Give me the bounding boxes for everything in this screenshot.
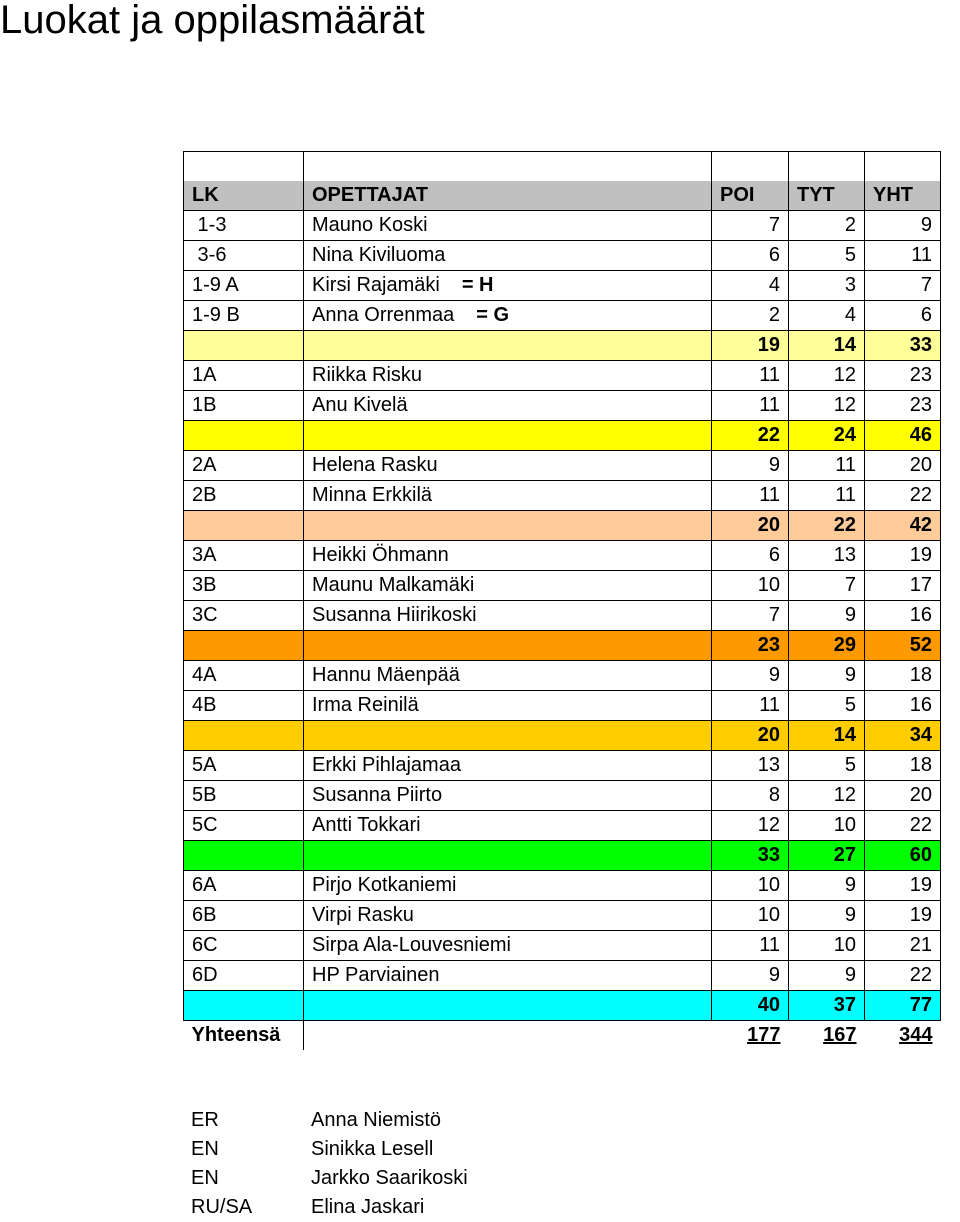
cell-tyt: 7 (789, 570, 865, 600)
cell-lk: 1B (184, 390, 304, 420)
cell-poi: 11 (712, 360, 789, 390)
cell-poi: 6 (712, 540, 789, 570)
teacher-name: Anna Orrenmaa (312, 303, 455, 326)
table-row (184, 900, 941, 930)
cell-teacher (304, 870, 712, 900)
header-yht: YHT (865, 181, 941, 211)
cell-poi: 11 (712, 480, 789, 510)
table-row (184, 690, 941, 720)
subtotal-row (184, 840, 941, 870)
table-row (184, 390, 941, 420)
cell-lk: 5A (184, 750, 304, 780)
cell-tyt: 12 (789, 780, 865, 810)
cell-lk: 5B (184, 780, 304, 810)
cell-tyt: 9 (789, 900, 865, 930)
table-row (184, 270, 941, 300)
cell-lk: 3-6 (184, 240, 304, 270)
cell-lk: 6B (184, 900, 304, 930)
total-label: Yhteensä (184, 1020, 304, 1050)
cell-tyt: 37 (789, 990, 865, 1020)
cell-tyt: 5 (789, 240, 865, 270)
cell-tyt: 9 (789, 600, 865, 630)
cell-tyt: 10 (789, 930, 865, 960)
cell-teacher (304, 420, 712, 450)
cell-poi: 2 (712, 300, 789, 330)
table-row (184, 750, 941, 780)
table-row (184, 360, 941, 390)
staff-row (183, 1135, 468, 1164)
cell-lk (184, 630, 304, 660)
teacher-name: Helena Rasku (312, 453, 438, 476)
staff-role: EN (191, 1138, 219, 1160)
cell-poi: 7 (712, 210, 789, 240)
staff-name: Jarkko Saarikoski (311, 1167, 468, 1189)
cell-yht: 22 (865, 810, 941, 840)
cell-tyt: 14 (789, 720, 865, 750)
table-row (184, 870, 941, 900)
cell-tyt: 11 (789, 450, 865, 480)
teacher-name: Anu Kivelä (312, 393, 408, 416)
table-row (184, 780, 941, 810)
table-row (184, 930, 941, 960)
cell-poi: 10 (712, 900, 789, 930)
total-tyt: 167 (823, 1023, 857, 1046)
cell-teacher (304, 360, 712, 390)
table-row (184, 810, 941, 840)
cell-yht: 16 (865, 690, 941, 720)
cell-poi: 9 (712, 450, 789, 480)
cell-poi: 9 (712, 660, 789, 690)
header-lk: LK (184, 181, 304, 211)
cell-poi: 22 (712, 420, 789, 450)
cell-lk: 3C (184, 600, 304, 630)
cell-yht: 21 (865, 930, 941, 960)
cell-lk: 4B (184, 690, 304, 720)
cell-yht: 16 (865, 600, 941, 630)
cell-teacher (304, 240, 712, 270)
cell-lk: 3A (184, 540, 304, 570)
cell-teacher (304, 330, 712, 360)
cell-lk (184, 720, 304, 750)
cell-teacher (304, 270, 712, 300)
cell-teacher (304, 780, 712, 810)
cell-tyt: 3 (789, 270, 865, 300)
cell-teacher (304, 960, 712, 990)
cell-poi: 40 (712, 990, 789, 1020)
cell-tyt: 9 (789, 870, 865, 900)
page-title: Luokat ja oppilasmäärät (0, 0, 425, 42)
teacher-name: Antti Tokkari (312, 813, 421, 836)
subtotal-row (184, 330, 941, 360)
cell-yht: 34 (865, 720, 941, 750)
teacher-name: Kirsi Rajamäki (312, 273, 440, 296)
cell-yht: 18 (865, 750, 941, 780)
table-row (184, 960, 941, 990)
cell-lk: 6A (184, 870, 304, 900)
cell-tyt: 12 (789, 390, 865, 420)
cell-yht: 77 (865, 990, 941, 1020)
cell-lk: 4A (184, 660, 304, 690)
cell-yht: 46 (865, 420, 941, 450)
total-yht: 344 (899, 1023, 933, 1046)
cell-tyt: 5 (789, 750, 865, 780)
class-table (183, 151, 941, 1050)
teacher-name: Irma Reinilä (312, 693, 419, 716)
table-row (184, 450, 941, 480)
teacher-name: Minna Erkkilä (312, 483, 433, 506)
cell-poi: 19 (712, 330, 789, 360)
teacher-name: Heikki Öhmann (312, 543, 449, 566)
cell-yht: 7 (865, 270, 941, 300)
cell-lk: 1-9 A (184, 270, 304, 300)
table-row (184, 240, 941, 270)
table-row (184, 540, 941, 570)
cell-lk (184, 840, 304, 870)
cell-tyt: 22 (789, 510, 865, 540)
cell-yht: 19 (865, 900, 941, 930)
teacher-name: Maunu Malkamäki (312, 573, 475, 596)
blank-row (184, 152, 941, 181)
cell-yht: 33 (865, 330, 941, 360)
cell-lk (184, 330, 304, 360)
cell-yht: 22 (865, 480, 941, 510)
cell-lk: 1A (184, 360, 304, 390)
cell-poi: 33 (712, 840, 789, 870)
cell-teacher (304, 450, 712, 480)
cell-poi: 20 (712, 720, 789, 750)
cell-yht: 19 (865, 870, 941, 900)
cell-tyt: 5 (789, 690, 865, 720)
table-row (184, 300, 941, 330)
teacher-mark: = H (461, 273, 494, 296)
cell-yht: 20 (865, 450, 941, 480)
cell-tyt: 4 (789, 300, 865, 330)
staff-name: Elina Jaskari (311, 1196, 425, 1218)
cell-lk: 5C (184, 810, 304, 840)
cell-tyt: 14 (789, 330, 865, 360)
cell-yht: 19 (865, 540, 941, 570)
cell-poi: 8 (712, 780, 789, 810)
staff-row (183, 1106, 468, 1135)
subtotal-row (184, 420, 941, 450)
cell-tyt: 2 (789, 210, 865, 240)
staff-role: EN (191, 1167, 219, 1189)
cell-tyt: 24 (789, 420, 865, 450)
staff-name: Sinikka Lesell (311, 1138, 434, 1160)
subtotal-row (184, 720, 941, 750)
cell-teacher (304, 510, 712, 540)
cell-yht: 42 (865, 510, 941, 540)
teacher-name: Sirpa Ala-Louvesniemi (312, 933, 511, 956)
cell-yht: 17 (865, 570, 941, 600)
staff-row (183, 1193, 468, 1222)
cell-yht: 22 (865, 960, 941, 990)
cell-poi: 7 (712, 600, 789, 630)
cell-tyt: 13 (789, 540, 865, 570)
teacher-name: Mauno Koski (312, 213, 428, 236)
total-row (184, 1020, 941, 1050)
staff-row (183, 1164, 468, 1193)
header-tyt: TYT (789, 181, 865, 211)
teacher-name: Susanna Hiirikoski (312, 603, 477, 626)
cell-teacher (304, 690, 712, 720)
staff-role: RU/SA (191, 1196, 253, 1218)
cell-poi: 9 (712, 960, 789, 990)
cell-poi: 4 (712, 270, 789, 300)
cell-tyt: 29 (789, 630, 865, 660)
cell-yht: 6 (865, 300, 941, 330)
teacher-name: Virpi Rasku (312, 903, 414, 926)
cell-poi: 11 (712, 390, 789, 420)
cell-poi: 13 (712, 750, 789, 780)
cell-lk: 2A (184, 450, 304, 480)
cell-tyt: 9 (789, 960, 865, 990)
cell-lk: 6D (184, 960, 304, 990)
staff-name: Anna Niemistö (311, 1109, 442, 1131)
cell-poi: 23 (712, 630, 789, 660)
header-teacher: OPETTAJAT (304, 181, 712, 211)
cell-teacher (304, 390, 712, 420)
subtotal-row (184, 630, 941, 660)
table-row (184, 660, 941, 690)
cell-yht: 23 (865, 390, 941, 420)
teacher-mark: = G (476, 303, 510, 326)
cell-lk: 6C (184, 930, 304, 960)
cell-yht: 60 (865, 840, 941, 870)
cell-lk (184, 420, 304, 450)
cell-teacher (304, 930, 712, 960)
cell-teacher (304, 300, 712, 330)
cell-teacher (304, 210, 712, 240)
cell-poi: 10 (712, 870, 789, 900)
cell-tyt: 11 (789, 480, 865, 510)
cell-teacher (304, 600, 712, 630)
cell-lk: 1-3 (184, 210, 304, 240)
cell-yht: 52 (865, 630, 941, 660)
header-row (184, 181, 941, 211)
table-row (184, 210, 941, 240)
teacher-name: Nina Kiviluoma (312, 243, 446, 266)
cell-lk: 1-9 B (184, 300, 304, 330)
cell-teacher (304, 540, 712, 570)
teacher-name: Susanna Piirto (312, 783, 443, 806)
cell-teacher (304, 990, 712, 1020)
cell-yht: 20 (865, 780, 941, 810)
cell-teacher (304, 750, 712, 780)
cell-yht: 18 (865, 660, 941, 690)
cell-teacher (304, 570, 712, 600)
cell-teacher (304, 840, 712, 870)
cell-yht: 23 (865, 360, 941, 390)
cell-poi: 20 (712, 510, 789, 540)
staff-list (183, 1106, 468, 1222)
teacher-name: Erkki Pihlajamaa (312, 753, 461, 776)
teacher-name: Pirjo Kotkaniemi (312, 873, 457, 896)
cell-teacher (304, 480, 712, 510)
cell-lk: 3B (184, 570, 304, 600)
subtotal-row (184, 990, 941, 1020)
cell-teacher (304, 900, 712, 930)
cell-tyt: 9 (789, 660, 865, 690)
cell-poi: 12 (712, 810, 789, 840)
subtotal-row (184, 510, 941, 540)
cell-tyt: 10 (789, 810, 865, 840)
total-poi: 177 (747, 1023, 781, 1046)
cell-teacher (304, 630, 712, 660)
cell-tyt: 12 (789, 360, 865, 390)
teacher-name: Hannu Mäenpää (312, 663, 460, 686)
table-row (184, 600, 941, 630)
header-poi: POI (712, 181, 789, 211)
cell-teacher (304, 810, 712, 840)
cell-tyt: 27 (789, 840, 865, 870)
cell-teacher (304, 720, 712, 750)
teacher-name: HP Parviainen (312, 963, 440, 986)
cell-lk (184, 990, 304, 1020)
cell-lk (184, 510, 304, 540)
teacher-name: Riikka Risku (312, 363, 423, 386)
cell-poi: 6 (712, 240, 789, 270)
cell-poi: 10 (712, 570, 789, 600)
cell-yht: 11 (865, 240, 941, 270)
cell-teacher (304, 660, 712, 690)
table-row (184, 480, 941, 510)
cell-poi: 11 (712, 690, 789, 720)
cell-yht: 9 (865, 210, 941, 240)
cell-lk: 2B (184, 480, 304, 510)
cell-poi: 11 (712, 930, 789, 960)
staff-role: ER (191, 1109, 219, 1131)
table-row (184, 570, 941, 600)
